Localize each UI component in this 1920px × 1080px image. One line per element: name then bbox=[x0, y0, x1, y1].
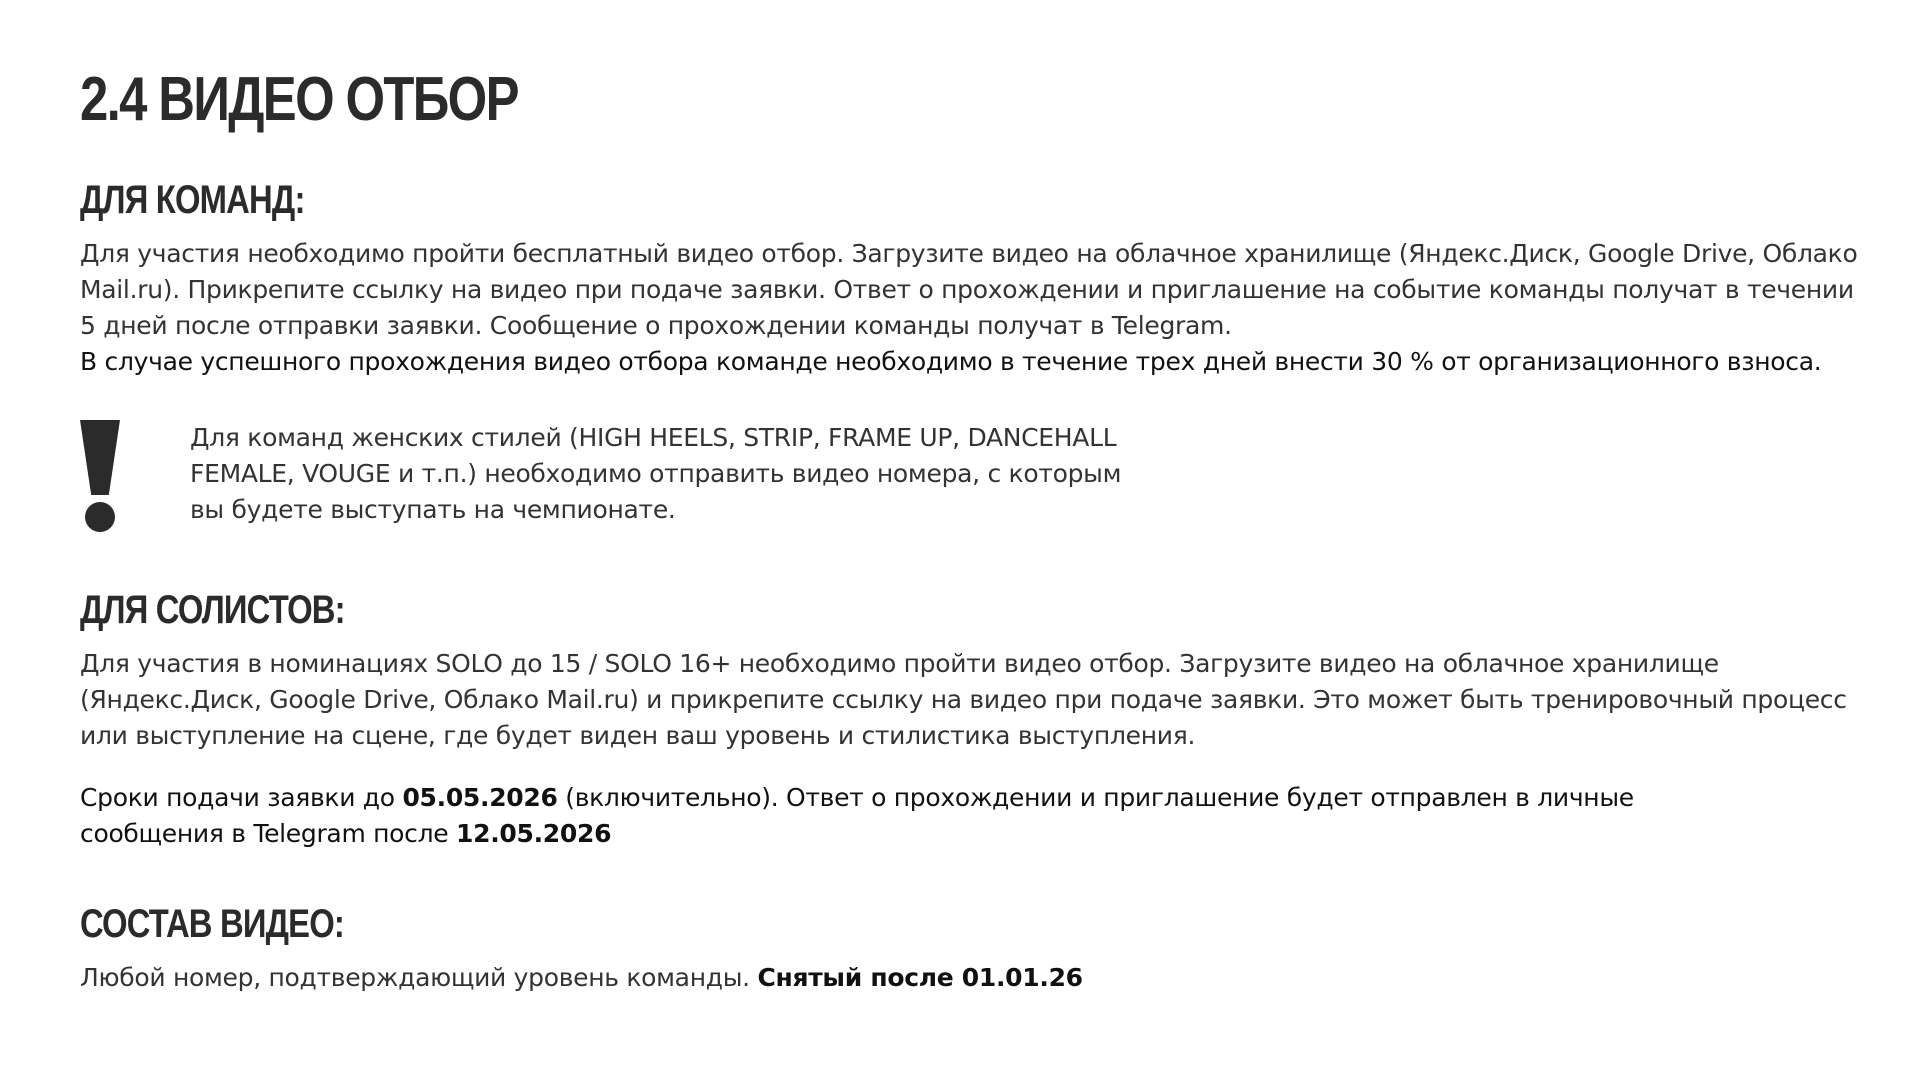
teams-paragraph bbox=[80, 236, 1858, 380]
video-line bbox=[80, 960, 1840, 996]
page-title: 2.4 ВИДЕО ОТБОР bbox=[80, 65, 518, 134]
video-heading: СОСТАВ ВИДЕО: bbox=[80, 902, 345, 946]
answer-date: 12.05.2026 bbox=[456, 819, 612, 848]
notice-line: вы будете выступать на чемпионате. bbox=[190, 495, 676, 524]
deadline-middle: (включительно). Ответ о прохождении и приглашение будет отправлен в личные bbox=[557, 783, 1634, 812]
soloists-line: (Яндекс.Диск, Google Drive, Облако Mail.ru) и прикрепите ссылку на видео при подаче заявки. Это может быть тренировочный процесс bbox=[80, 685, 1847, 714]
teams-heading: ДЛЯ КОМАНД: bbox=[80, 178, 305, 222]
soloists-line: Для участия в номинациях SOLO до 15 / SOLO 16+ необходимо пройти видео отбор. Загрузите видео на облачное хранилище bbox=[80, 649, 1719, 678]
video-bold-text: Снятый после 01.01.26 bbox=[757, 963, 1083, 992]
soloists-paragraph bbox=[80, 646, 1847, 754]
exclamation-icon bbox=[80, 420, 190, 532]
video-paragraph bbox=[80, 960, 1840, 996]
answer-prefix: сообщения в Telegram после bbox=[80, 819, 457, 848]
video-text: Любой номер, подтверждающий уровень команды. bbox=[80, 963, 758, 992]
teams-line: Для участия необходимо пройти бесплатный видео отбор. Загрузите видео на облачное хранилище (Яндекс.Диск, Google Drive, Облако bbox=[80, 239, 1858, 268]
deadline-prefix: Сроки подачи заявки до bbox=[80, 783, 403, 812]
teams-payment-line: В случае успешного прохождения видео отбора команде необходимо в течение трех дней внести 30 % от организационного взноса. bbox=[80, 347, 1822, 376]
teams-line: 5 дней после отправки заявки. Сообщение о прохождении команды получат в Telegram. bbox=[80, 311, 1232, 340]
soloists-heading: ДЛЯ СОЛИСТОВ: bbox=[80, 588, 345, 632]
notice-block bbox=[80, 420, 1840, 532]
notice-text bbox=[190, 420, 1121, 528]
deadline-paragraph bbox=[80, 780, 1840, 852]
notice-line: Для команд женских стилей (HIGH HEELS, STRIP, FRAME UP, DANCEHALL bbox=[190, 423, 1117, 452]
soloists-line: или выступление на сцене, где будет виден ваш уровень и стилистика выступления. bbox=[80, 721, 1196, 750]
deadline-line bbox=[80, 780, 1840, 816]
teams-line: Mail.ru). Прикрепите ссылку на видео при подаче заявки. Ответ о прохождении и приглашение на событие команды получат в течении bbox=[80, 275, 1854, 304]
notice-line: FEMALE, VOUGE и т.п.) необходимо отправить видео номера, с которым bbox=[190, 459, 1122, 488]
deadline-date: 05.05.2026 bbox=[402, 783, 558, 812]
deadline-line bbox=[80, 816, 1840, 852]
